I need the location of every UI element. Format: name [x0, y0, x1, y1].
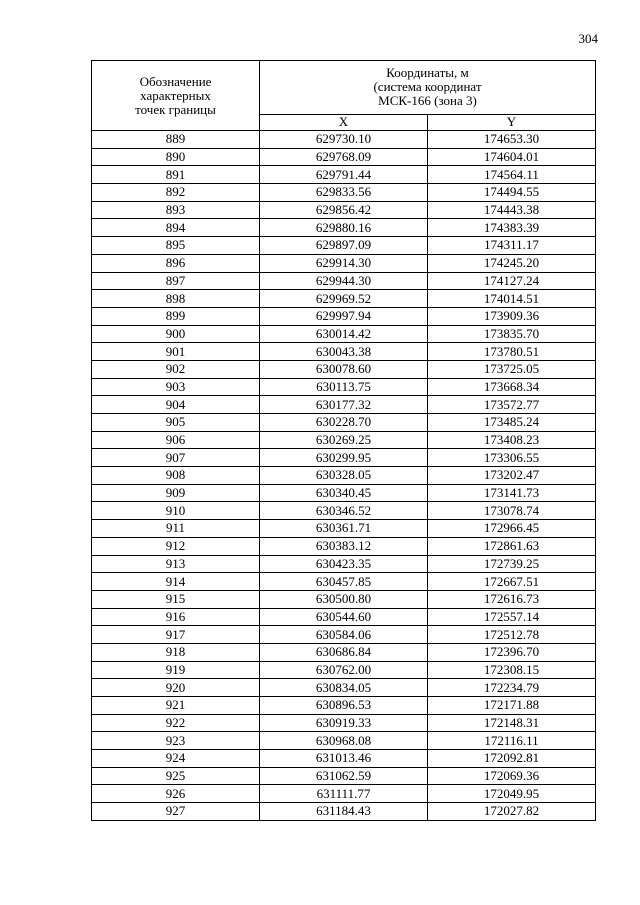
x-coordinate-cell: 630968.08	[260, 732, 428, 750]
y-coordinate-cell: 172557.14	[428, 608, 596, 626]
point-id-cell: 893	[92, 201, 260, 219]
point-id-cell: 890	[92, 148, 260, 166]
point-id-cell: 919	[92, 661, 260, 679]
point-id-cell: 900	[92, 325, 260, 343]
point-id-cell: 896	[92, 254, 260, 272]
point-id-cell: 924	[92, 750, 260, 768]
y-coordinate-cell: 174443.38	[428, 201, 596, 219]
y-coordinate-cell: 174494.55	[428, 184, 596, 202]
point-id-cell: 902	[92, 360, 260, 378]
x-coordinate-cell: 630299.95	[260, 449, 428, 467]
x-coordinate-cell: 629914.30	[260, 254, 428, 272]
x-coordinate-cell: 630043.38	[260, 343, 428, 361]
table-row	[92, 378, 596, 396]
table-row	[92, 449, 596, 467]
y-coordinate-cell: 174653.30	[428, 131, 596, 149]
x-coordinate-cell: 629791.44	[260, 166, 428, 184]
point-id-cell: 918	[92, 643, 260, 661]
x-coordinate-cell: 630686.84	[260, 643, 428, 661]
point-id-cell: 901	[92, 343, 260, 361]
y-coordinate-cell: 174127.24	[428, 272, 596, 290]
point-label-header-line: характерных	[140, 87, 211, 103]
point-id-cell: 917	[92, 626, 260, 644]
point-id-cell: 927	[92, 803, 260, 821]
y-coordinate-cell: 173725.05	[428, 360, 596, 378]
point-id-cell: 922	[92, 714, 260, 732]
point-id-cell: 903	[92, 378, 260, 396]
table-row	[92, 484, 596, 502]
coordinates-header	[260, 61, 596, 115]
point-label-header	[92, 61, 260, 131]
point-id-cell: 897	[92, 272, 260, 290]
x-coordinate-cell: 630340.45	[260, 484, 428, 502]
y-coordinate-cell: 174311.17	[428, 237, 596, 255]
point-id-cell: 920	[92, 679, 260, 697]
x-coordinate-cell: 630228.70	[260, 414, 428, 432]
x-coordinate-cell: 629768.09	[260, 148, 428, 166]
y-coordinate-cell: 172049.95	[428, 785, 596, 803]
y-coordinate-cell: 172512.78	[428, 626, 596, 644]
x-coordinate-cell: 630078.60	[260, 360, 428, 378]
table-row	[92, 166, 596, 184]
y-coordinate-cell: 173306.55	[428, 449, 596, 467]
x-coordinate-cell: 630383.12	[260, 537, 428, 555]
point-id-cell: 923	[92, 732, 260, 750]
y-coordinate-cell: 172739.25	[428, 555, 596, 573]
y-coordinate-cell: 172667.51	[428, 573, 596, 591]
y-coordinate-cell: 174383.39	[428, 219, 596, 237]
y-coordinate-cell: 173572.77	[428, 396, 596, 414]
point-id-cell: 913	[92, 555, 260, 573]
point-id-cell: 908	[92, 467, 260, 485]
point-id-cell: 914	[92, 573, 260, 591]
point-id-cell: 910	[92, 502, 260, 520]
point-id-cell: 911	[92, 520, 260, 538]
point-id-cell: 912	[92, 537, 260, 555]
y-coordinate-cell: 174014.51	[428, 290, 596, 308]
table-row	[92, 201, 596, 219]
y-column-header: Y	[428, 114, 596, 130]
x-coordinate-cell: 631184.43	[260, 803, 428, 821]
table-row	[92, 679, 596, 697]
table-row	[92, 520, 596, 538]
coordinates-header-line: МСК-166 (зона 3)	[378, 93, 477, 109]
y-coordinate-cell: 173668.34	[428, 378, 596, 396]
table-row	[92, 697, 596, 715]
y-coordinate-cell: 172234.79	[428, 679, 596, 697]
table-row	[92, 414, 596, 432]
table-row	[92, 537, 596, 555]
point-id-cell: 925	[92, 767, 260, 785]
table-row	[92, 626, 596, 644]
table-row	[92, 360, 596, 378]
y-coordinate-cell: 173485.24	[428, 414, 596, 432]
point-id-cell: 894	[92, 219, 260, 237]
x-coordinate-cell: 630584.06	[260, 626, 428, 644]
point-label-header-line: точек границы	[135, 101, 216, 117]
x-coordinate-cell: 630834.05	[260, 679, 428, 697]
table-row	[92, 555, 596, 573]
table-row	[92, 148, 596, 166]
y-coordinate-cell: 172966.45	[428, 520, 596, 538]
x-coordinate-cell: 630361.71	[260, 520, 428, 538]
y-coordinate-cell: 172308.15	[428, 661, 596, 679]
table-row	[92, 307, 596, 325]
point-id-cell: 915	[92, 590, 260, 608]
table-row	[92, 767, 596, 785]
point-id-cell: 904	[92, 396, 260, 414]
y-coordinate-cell: 172148.31	[428, 714, 596, 732]
point-id-cell: 906	[92, 431, 260, 449]
x-coordinate-cell: 630544.60	[260, 608, 428, 626]
x-coordinate-cell: 629969.52	[260, 290, 428, 308]
x-coordinate-cell: 630346.52	[260, 502, 428, 520]
table-row	[92, 714, 596, 732]
x-coordinate-cell: 631062.59	[260, 767, 428, 785]
table-row	[92, 343, 596, 361]
table-row	[92, 732, 596, 750]
y-coordinate-cell: 173835.70	[428, 325, 596, 343]
table-row	[92, 590, 596, 608]
point-id-cell: 889	[92, 131, 260, 149]
x-coordinate-cell: 630177.32	[260, 396, 428, 414]
y-coordinate-cell: 173202.47	[428, 467, 596, 485]
x-coordinate-cell: 629997.94	[260, 307, 428, 325]
page-number: 304	[578, 31, 598, 46]
x-coordinate-cell: 629730.10	[260, 131, 428, 149]
x-coordinate-cell: 629880.16	[260, 219, 428, 237]
point-id-cell: 921	[92, 697, 260, 715]
x-column-header: X	[260, 114, 428, 130]
table-row	[92, 131, 596, 149]
x-coordinate-cell: 630014.42	[260, 325, 428, 343]
x-coordinate-cell: 629944.30	[260, 272, 428, 290]
x-coordinate-cell: 630919.33	[260, 714, 428, 732]
table-row	[92, 219, 596, 237]
x-coordinate-cell: 630113.75	[260, 378, 428, 396]
y-coordinate-cell: 174564.11	[428, 166, 596, 184]
table-body	[92, 131, 596, 821]
table-row	[92, 254, 596, 272]
table-row	[92, 325, 596, 343]
point-id-cell: 892	[92, 184, 260, 202]
point-id-cell: 907	[92, 449, 260, 467]
y-coordinate-cell: 173078.74	[428, 502, 596, 520]
x-coordinate-cell: 630896.53	[260, 697, 428, 715]
y-coordinate-cell: 173408.23	[428, 431, 596, 449]
table-row	[92, 396, 596, 414]
table-row	[92, 803, 596, 821]
table-row	[92, 431, 596, 449]
x-coordinate-cell: 630457.85	[260, 573, 428, 591]
table-row	[92, 184, 596, 202]
coordinates-table	[91, 60, 596, 821]
point-label-header-line: Обозначение	[139, 73, 212, 89]
point-id-cell: 909	[92, 484, 260, 502]
y-coordinate-cell: 172116.11	[428, 732, 596, 750]
x-coordinate-cell: 631013.46	[260, 750, 428, 768]
x-coordinate-cell: 629856.42	[260, 201, 428, 219]
point-id-cell: 926	[92, 785, 260, 803]
y-coordinate-cell: 173909.36	[428, 307, 596, 325]
y-coordinate-cell: 173780.51	[428, 343, 596, 361]
point-id-cell: 891	[92, 166, 260, 184]
y-coordinate-cell: 174245.20	[428, 254, 596, 272]
table-row	[92, 502, 596, 520]
table-row	[92, 750, 596, 768]
table-row	[92, 643, 596, 661]
y-coordinate-cell: 174604.01	[428, 148, 596, 166]
table-row	[92, 467, 596, 485]
point-id-cell: 895	[92, 237, 260, 255]
table-row	[92, 661, 596, 679]
point-id-cell: 916	[92, 608, 260, 626]
y-coordinate-cell: 172092.81	[428, 750, 596, 768]
point-id-cell: 905	[92, 414, 260, 432]
y-coordinate-cell: 172069.36	[428, 767, 596, 785]
x-coordinate-cell: 630762.00	[260, 661, 428, 679]
table-row	[92, 272, 596, 290]
y-coordinate-cell: 173141.73	[428, 484, 596, 502]
x-coordinate-cell: 630269.25	[260, 431, 428, 449]
y-coordinate-cell: 172861.63	[428, 537, 596, 555]
point-id-cell: 898	[92, 290, 260, 308]
x-coordinate-cell: 630328.05	[260, 467, 428, 485]
table-row	[92, 608, 596, 626]
x-coordinate-cell: 629833.56	[260, 184, 428, 202]
table-row	[92, 785, 596, 803]
y-coordinate-cell: 172171.88	[428, 697, 596, 715]
x-coordinate-cell: 631111.77	[260, 785, 428, 803]
table-row	[92, 237, 596, 255]
y-coordinate-cell: 172027.82	[428, 803, 596, 821]
point-id-cell: 899	[92, 307, 260, 325]
coordinates-header-line: Координаты, м	[386, 65, 469, 81]
y-coordinate-cell: 172396.70	[428, 643, 596, 661]
x-coordinate-cell: 629897.09	[260, 237, 428, 255]
table-row	[92, 573, 596, 591]
y-coordinate-cell: 172616.73	[428, 590, 596, 608]
coordinates-header-line: (система координат	[373, 79, 482, 95]
x-coordinate-cell: 630423.35	[260, 555, 428, 573]
x-coordinate-cell: 630500.80	[260, 590, 428, 608]
table-row	[92, 290, 596, 308]
